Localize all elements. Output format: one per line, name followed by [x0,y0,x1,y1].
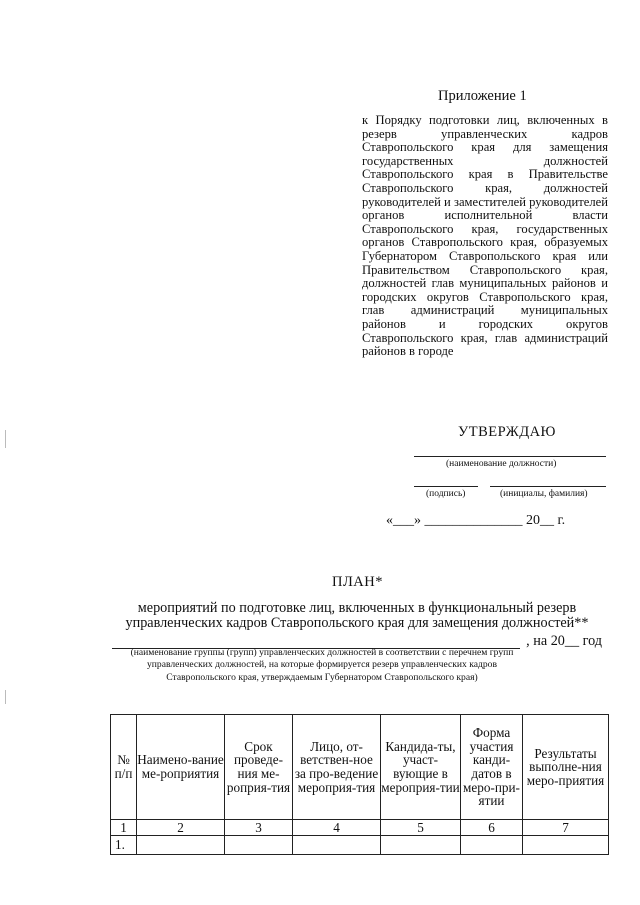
plan-subtitle: мероприятий по подготовке лиц, включенных в функциональный резерв управленческих кадров Ставропольского края для замещения должностей** [125,600,589,632]
header-participation-form: Форма участия канди-датов в меро-при-ятии [461,715,523,820]
header-responsible: Лицо, от-ветствен-ное за про-ведение мероприя-тия [293,715,381,820]
column-number: 5 [381,820,461,836]
annex-reference-text: к Порядку подготовки лиц, включенных в резерв управленческих кадров Ставропольского края для замещения государственных должностей Ставропольского края в Правительстве Ставропольского края, должностей руководителей и заместителей руководителей органов исполнительной власти Ставропольского края, государственных органов Ставропольского края, образуемых Губернатором Ставропольского края или Правительством Ставропольского края, должностей глав муниципальных районов и городских округов Ставропольского края, глав администраций муниципальных районов и городских округов Ставропольского края, глав администраций районов в городе [362,113,608,359]
plan-title: ПЛАН* [332,574,383,590]
table-header-row [111,715,609,820]
header-event-name: Наимено-вание ме-роприятия [137,715,225,820]
table-cell [225,836,293,855]
table-row [111,836,609,855]
initials-line [490,486,606,487]
column-number: 1 [111,820,137,836]
signature-line [414,486,478,487]
header-deadline: Срок проведе-ния ме-роприя-тия [225,715,293,820]
scan-edge-mark [5,690,6,704]
plan-table [110,714,609,855]
header-number: № п/п [111,715,137,820]
header-candidates: Кандида-ты, участ-вующие в мероприя-тии [381,715,461,820]
table-cell: 1. [111,836,137,855]
table-cell [293,836,381,855]
initials-hint: (инициалы, фамилия) [500,489,588,499]
signature-hint: (подпись) [426,489,466,499]
table-cell [381,836,461,855]
approval-date-line: «___» ______________ 20__ г. [386,513,566,528]
column-number: 6 [461,820,523,836]
column-number: 2 [137,820,225,836]
group-name-hint: (наименование группы (групп) управленческих должностей в соответствии с перечнем групп управленческих должностей, на которые формируется резерв управленческих кадров Ставропольского края, утверждаемым Губернатором Ставропольского края) [130,647,514,683]
column-number: 4 [293,820,381,836]
approval-heading: УТВЕРЖДАЮ [458,424,556,440]
position-hint: (наименование должности) [446,459,557,469]
annex-title: Приложение 1 [438,88,527,104]
column-number: 7 [523,820,609,836]
scan-edge-mark [5,430,6,448]
header-results: Результаты выполне-ния меро-приятия [523,715,609,820]
plan-year: , на 20__ год [526,633,602,649]
column-number-row [111,820,609,836]
position-line [414,456,606,457]
table-cell [461,836,523,855]
table-cell [523,836,609,855]
table-cell [137,836,225,855]
column-number: 3 [225,820,293,836]
